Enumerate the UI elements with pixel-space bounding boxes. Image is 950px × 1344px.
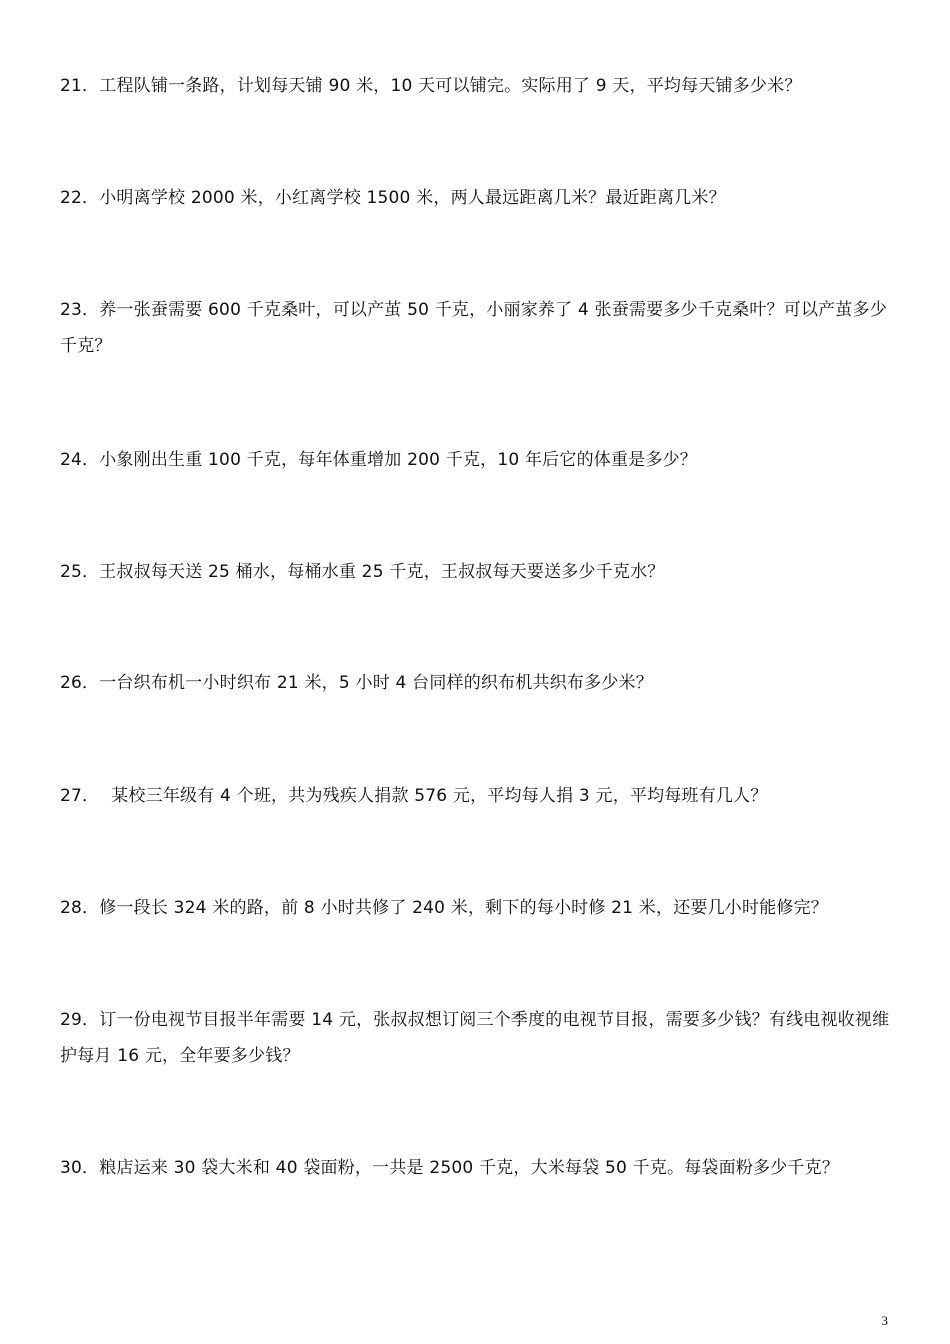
problem-text: 修一段长 324 米的路，前 8 小时共修了 240 米，剩下的每小时修 21 米，还要几小时能修完？ bbox=[99, 898, 829, 918]
problem-number: 28． bbox=[60, 898, 100, 918]
problem-text: 工程队铺一条路，计划每天铺 90 米，10 天可以铺完。实际用了 9 天，平均每天铺多少米？ bbox=[99, 76, 802, 96]
problem-25 bbox=[60, 554, 892, 590]
problem-text: 粮店运来 30 袋大米和 40 袋面粉，一共是 2500 千克，大米每袋 50 千克。每袋面粉多少千克？ bbox=[99, 1158, 840, 1178]
problem-number: 21． bbox=[60, 76, 100, 96]
problem-number: 27． bbox=[60, 786, 100, 806]
problem-21 bbox=[60, 68, 892, 104]
problem-22 bbox=[60, 180, 892, 216]
problem-number: 26． bbox=[60, 673, 100, 693]
problem-26 bbox=[60, 665, 892, 701]
problem-text: 小象刚出生重 100 千克，每年体重增加 200 千克，10 年后它的体重是多少？ bbox=[99, 450, 697, 470]
problem-30 bbox=[60, 1150, 892, 1186]
problem-27 bbox=[60, 778, 892, 814]
problem-28 bbox=[60, 890, 892, 926]
problem-24 bbox=[60, 442, 892, 478]
problem-29 bbox=[60, 1002, 892, 1074]
problem-number: 23． bbox=[60, 300, 100, 320]
problem-text: 小明离学校 2000 米，小红离学校 1500 米，两人最远距离几米？最近距离几米？ bbox=[99, 188, 726, 208]
problem-text: 养一张蚕需要 600 千克桑叶，可以产茧 50 千克，小丽家养了 4 张蚕需要多少千克桑叶？可以产茧多少千克？ bbox=[60, 300, 887, 356]
problem-number: 25． bbox=[60, 562, 100, 582]
problem-text: 一台织布机一小时织布 21 米，5 小时 4 台同样的织布机共织布多少米？ bbox=[99, 673, 653, 693]
problem-text: 王叔叔每天送 25 桶水，每桶水重 25 千克，王叔叔每天要送多少千克水？ bbox=[99, 562, 665, 582]
page-number: 3 bbox=[881, 1313, 888, 1328]
problem-text: 订一份电视节目报半年需要 14 元，张叔叔想订阅三个季度的电视节目报，需要多少钱？有线电视收视维护每月 16 元，全年要多少钱？ bbox=[60, 1010, 890, 1066]
problem-text: 某校三年级有 4 个班，共为残疾人捐款 576 元，平均每人捐 3 元，平均每班有几人？ bbox=[111, 786, 768, 806]
problem-number: 30． bbox=[60, 1158, 100, 1178]
problem-number: 22． bbox=[60, 188, 100, 208]
problem-23 bbox=[60, 292, 892, 364]
problem-number: 24． bbox=[60, 450, 100, 470]
problem-number: 29． bbox=[60, 1010, 100, 1030]
